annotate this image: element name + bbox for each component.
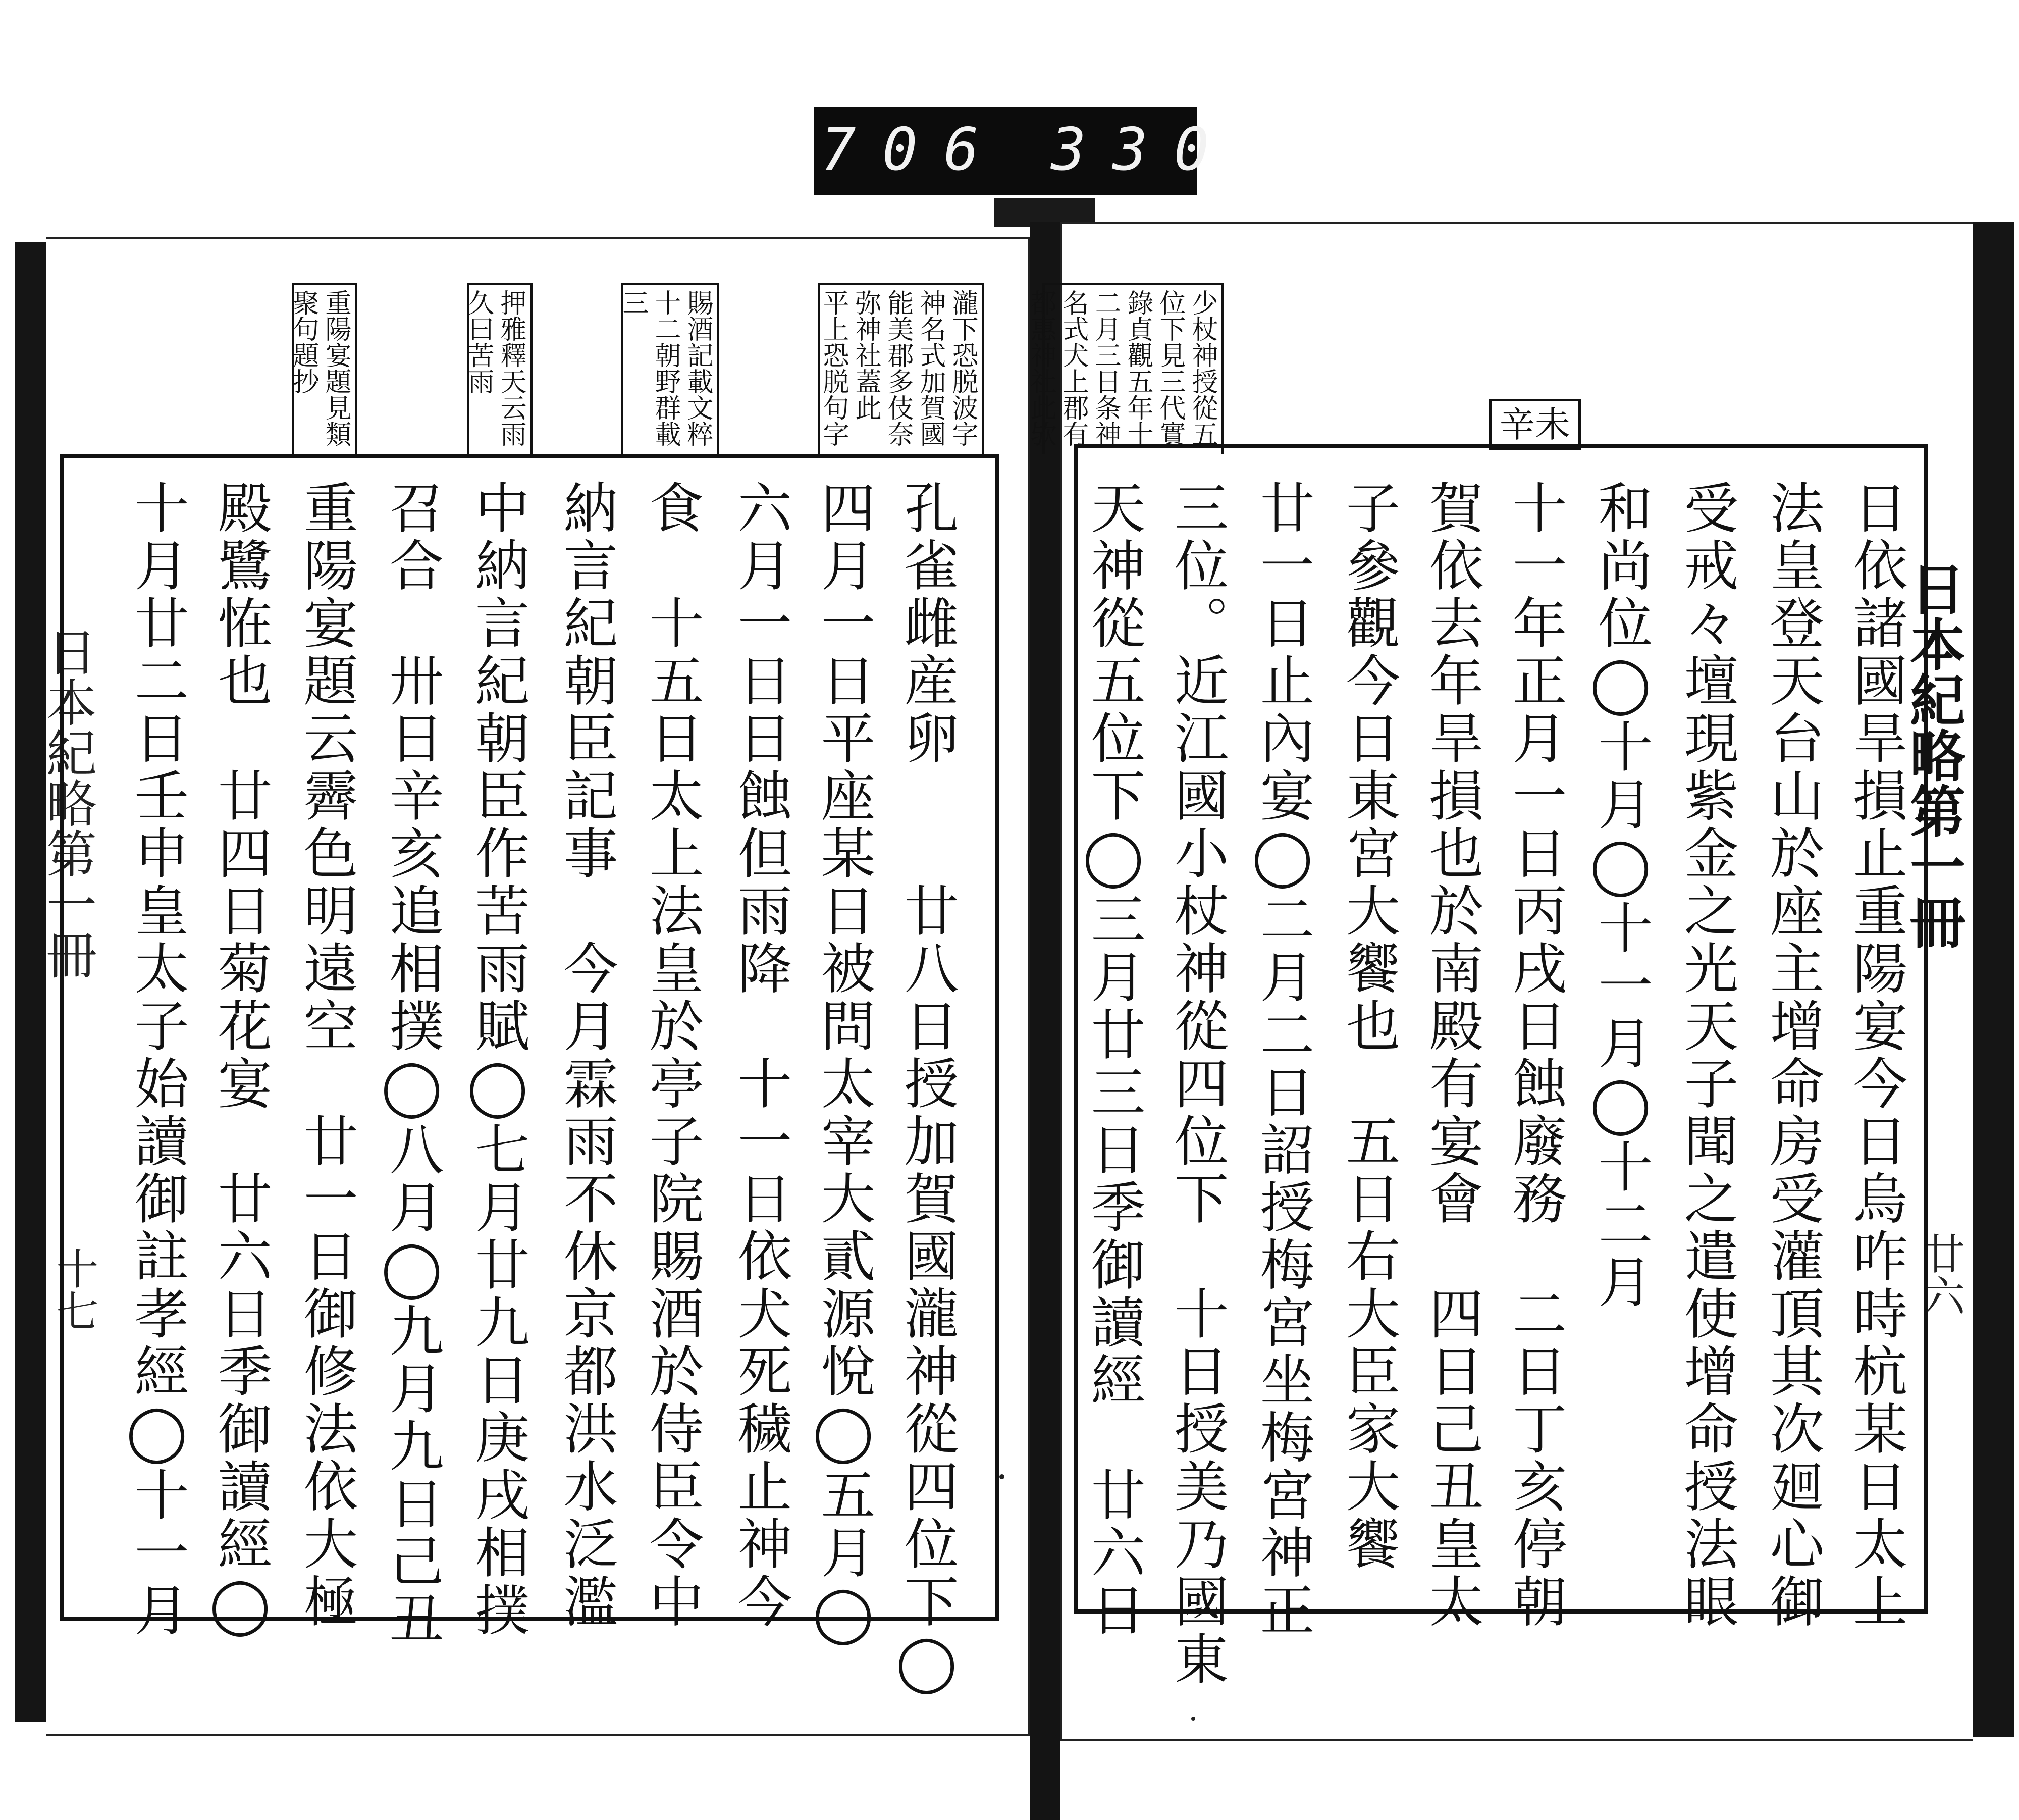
book-edge-right	[1969, 222, 2014, 1737]
archive-number-label	[814, 107, 1236, 195]
right-margin-title: 日本紀略第一冊	[1901, 560, 1966, 949]
right-column-2: 法皇登天台山於座主增命房受灌頂其次廻心御	[1761, 480, 1824, 1631]
right-column-1: 日依諸國旱損止重陽宴今日烏咋時杭某日太上	[1844, 480, 1907, 1631]
right-note-1: 少杖神授從五 位下見三代實 錄貞觀五年十 二月三日条神 名式犬上郡有 都惠神社此欤	[1042, 283, 1224, 454]
left-column-5: 納言紀朝臣記事 今月霖雨不休京都洪水泛濫	[554, 480, 617, 1631]
archive-number-right: 330	[1051, 116, 1236, 184]
right-column-9: 三位。近江國小杖神從四位下 十日授美乃國東	[1165, 480, 1228, 1688]
left-note-3: 押雅釋天云雨 久曰苦雨	[467, 283, 533, 454]
left-note-4: 重陽宴題見類 聚句題抄	[292, 283, 357, 454]
left-note-1: 瀧下恐脱波字 神名式加賀國 能美郡多伎奈 弥神社蓋此 平上恐脱句字	[818, 283, 984, 454]
left-margin-title: 日本紀略第一冊	[38, 626, 97, 979]
left-note-2: 賜酒記載文粹 十二朝野群載 三	[621, 283, 719, 454]
scan-speck	[999, 1474, 1004, 1479]
left-column-8: 重陽宴題云霽色明遠空 廿一日御修法依大極	[294, 480, 357, 1631]
left-column-9: 殿鷺恠也 廿四日菊花宴 廿六日季御讀經◯	[208, 480, 272, 1639]
left-column-7: 召合 卅日辛亥追相撲◯八月◯九月九日己丑	[380, 480, 443, 1648]
right-column-3: 受戒々壇現紫金之光天子聞之遣使增命授法眼	[1675, 480, 1738, 1631]
left-column-1: 孔雀雌産卵 廿八日授加賀國瀧神從四位下◯	[895, 480, 958, 1697]
right-column-5: 十一年正月一日丙戌日蝕廢務 二日丁亥停朝	[1503, 480, 1566, 1631]
left-column-10: 十月廿二日壬申皇太子始讀御註孝經◯十一月	[125, 480, 188, 1639]
year-marker-box: 辛未	[1489, 399, 1581, 450]
left-column-4: 食 十五日太上法皇於亭子院賜酒於侍臣令中	[640, 480, 703, 1631]
scan-speck	[1191, 1717, 1195, 1721]
right-column-8: 廿一日止內宴◯二月二日詔授梅宮坐梅宮神正	[1251, 480, 1314, 1639]
archive-number-left: 706	[821, 116, 1005, 184]
right-column-6: 賀依去年旱損也於南殿有宴會 四日己丑皇太	[1420, 480, 1483, 1631]
left-column-6: 中納言紀朝臣作苦雨賦◯七月廿九日庚戌相撲	[466, 480, 529, 1639]
right-column-10: 天神從五位下◯三月廿三日季御讀經 廿六日	[1082, 480, 1145, 1639]
book-spine	[1030, 222, 1060, 1820]
right-column-7: 子參觀今日東宮大饗也 五日右大臣家大饗	[1337, 480, 1400, 1573]
left-column-2: 四月一日平座某日被問太宰大貳源悅◯五月◯	[812, 480, 875, 1648]
left-column-3: 六月一日日蝕但雨降 十一日依犬死穢止神今	[728, 480, 791, 1631]
left-margin-page: 十七	[49, 1247, 99, 1332]
right-column-4: 和尚位◯十月◯十一月◯十二月	[1589, 480, 1652, 1311]
right-margin-page: 廿六	[1916, 1232, 1965, 1317]
book-edge-left	[15, 242, 50, 1722]
